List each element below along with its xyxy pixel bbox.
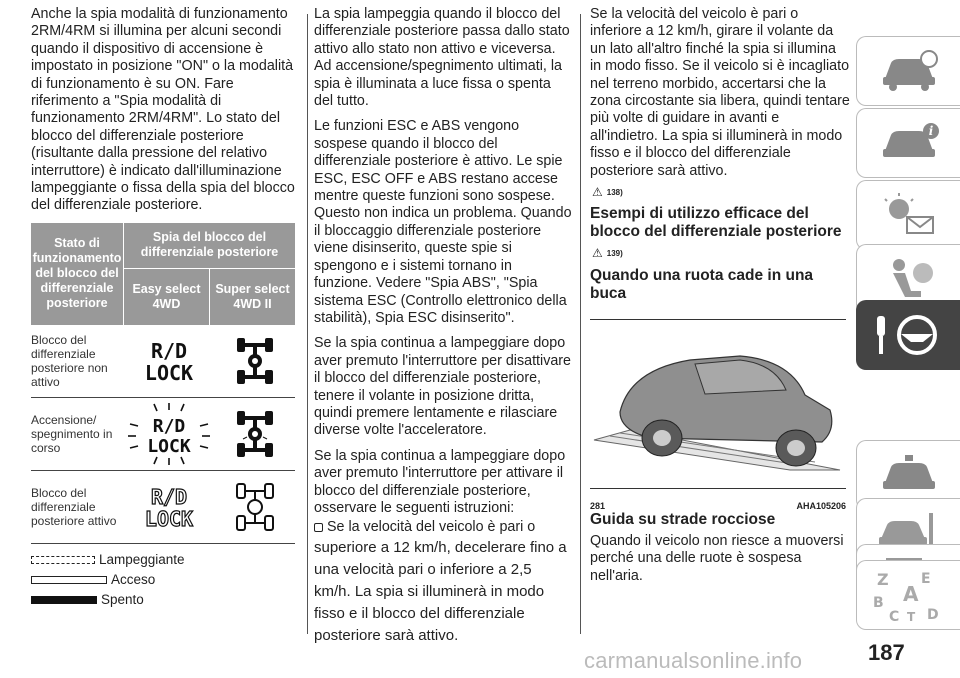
svg-text:E: E bbox=[920, 571, 931, 587]
key-steering-icon bbox=[867, 310, 951, 360]
seat-airbag-icon bbox=[877, 255, 941, 303]
row-label: Blocco del differenziale posteriore attivo bbox=[31, 485, 117, 528]
svg-text:LOCK: LOCK bbox=[147, 435, 191, 457]
subsection-heading: Quando una ruota cade in una buca bbox=[590, 266, 814, 302]
paragraph: Se la spia continua a lampeggiare dopo aver premuto l'interruttore per attivare il blocco del differenziale posteriore, osservare le seguenti istruzioni: bbox=[314, 447, 566, 516]
paragraph: Quando il veicolo non riesce a muoversi perché una delle ruote è sospesa nell'aria. bbox=[590, 532, 844, 584]
column-middle bbox=[314, 6, 572, 647]
blink-swatch bbox=[31, 556, 95, 564]
column-left bbox=[31, 6, 295, 610]
nav-tab-index[interactable] bbox=[856, 560, 960, 630]
figure bbox=[590, 319, 846, 512]
nav-tab-info[interactable] bbox=[856, 108, 960, 178]
legend bbox=[31, 550, 295, 610]
svg-text:A: A bbox=[902, 582, 918, 606]
figure-code: AHA105206 bbox=[796, 501, 846, 512]
section-heading: Esempi di utilizzo efficace del blocco del differenziale posteriore bbox=[590, 205, 842, 241]
header-easy-select: Easy select 4WD bbox=[124, 269, 210, 325]
legend-off-label: Spento bbox=[101, 591, 144, 607]
ref-number: 138) bbox=[606, 188, 623, 198]
table-row bbox=[31, 398, 295, 471]
svg-text:D: D bbox=[926, 607, 939, 623]
figure-caption bbox=[590, 495, 846, 515]
paragraph: Se la velocità del veicolo è pari o inferiore a 12 km/h, girare il volante da un lato all'altro finché la spia si illumina in modo fisso. Se il veicolo si è incagliato nel terreno morbido, accertarsi che la zona circostante sia libera, quindi tentare più volte di guidare in avanti e all'indietro. La spia si illuminerà in modo fisso e il blocco del differenziale posteriore sarà attivo. bbox=[590, 6, 850, 179]
figure-number: 281 bbox=[590, 501, 606, 512]
svg-text:T: T bbox=[906, 610, 915, 623]
rd-lock-blinking-icon bbox=[124, 402, 214, 466]
table-row bbox=[31, 471, 295, 544]
ref-note bbox=[592, 245, 850, 262]
nav-tab-dashboard[interactable] bbox=[856, 36, 960, 106]
page-number: 187 bbox=[868, 640, 905, 665]
warning-ref-icon: ⚠ bbox=[592, 246, 603, 261]
warning-ref-icon: ⚠ bbox=[592, 185, 603, 200]
subsection-heading: Guida su strade rocciose bbox=[590, 510, 776, 528]
svg-text:LOCK: LOCK bbox=[144, 506, 194, 531]
header-super-select: Super select 4WD II bbox=[215, 281, 290, 311]
paragraph: Se la spia continua a lampeggiare dopo aver premuto l'interruttore per disattivare il blocco del differenziale posteriore, tenere il volante in posizione dritta, quindi premere lentamente e rilasciare diverse volte l'acceleratore. bbox=[314, 335, 572, 439]
watermark: carmanualsonline.info bbox=[584, 648, 803, 673]
vehicle-wheel-in-hole-illustration bbox=[590, 320, 846, 490]
legend-on-label: Acceso bbox=[111, 571, 156, 587]
column-divider bbox=[580, 14, 581, 634]
svg-text:B: B bbox=[872, 595, 884, 611]
off-swatch bbox=[31, 596, 97, 604]
intro-paragraph: Anche la spia modalità di funzionamento 2RM/4RM si illumina per alcuni secondi quando il dispositivo di accensione è impostato in posizione "ON" o la modalità di funzionamento è su ON. Fare riferimento a "Spia modalità di funzionamento 2RM/4RM". Lo stato del blocco del differenziale posteriore (risultante dalla pressione del relativo interruttore) è indicato dall'illuminazione lampeggiante o fissa della spia del blocco del differenziale posteriore. bbox=[31, 6, 295, 214]
legend-blink bbox=[31, 550, 295, 570]
column-right bbox=[590, 6, 850, 593]
row-label: Blocco del differenziale posteriore non attivo bbox=[31, 332, 108, 389]
table-row bbox=[31, 325, 295, 398]
bullet-square-icon bbox=[314, 523, 323, 532]
svg-text:Z: Z bbox=[876, 570, 889, 589]
svg-text:R/D: R/D bbox=[150, 338, 188, 363]
bullet-continuation: superiore a 12 km/h, decelerare fino a una velocità pari o inferiore a 2,5 km/h. La spia si illuminerà in modo fisso e il blocco del differenziale posteriore sarà attivo. bbox=[314, 538, 567, 644]
table-header bbox=[31, 223, 295, 325]
rd-lock-outline-icon bbox=[124, 482, 214, 532]
differential-lock-blinking-icon bbox=[214, 407, 295, 461]
paragraph: Le funzioni ESC e ABS vengono sospese quando il blocco del differenziale posteriore è attivo. Le spie ESC, ESC OFF e ABS restano accese mentre queste funzioni sono sospese. Questo non indica un problema. Quando il bloccaggio differenziale posteriore viene disinserito, queste spie si spengono e i sistemi tornano in funzione. Vedere "Spia ABS", "Spia sistema ESC (Controllo elettronico della stabilità), Spia ESC disinserito". bbox=[314, 118, 572, 326]
differential-lock-lamp-icon bbox=[214, 334, 295, 388]
svg-text:R/D: R/D bbox=[150, 484, 188, 509]
warning-lights-icon bbox=[877, 191, 941, 239]
differential-lock-outline-icon bbox=[214, 480, 295, 534]
emergency-car-icon bbox=[877, 453, 941, 497]
legend-on bbox=[31, 570, 295, 590]
legend-off bbox=[31, 590, 295, 610]
index-letters-icon bbox=[869, 567, 949, 623]
svg-text:i: i bbox=[928, 124, 933, 138]
svg-text:C: C bbox=[888, 609, 899, 623]
nav-tab-warnings[interactable] bbox=[856, 180, 960, 250]
header-lamp: Spia del blocco del differenziale posteriore bbox=[124, 223, 295, 269]
on-swatch bbox=[31, 576, 107, 584]
svg-text:LOCK: LOCK bbox=[144, 360, 194, 385]
ref-note bbox=[592, 184, 850, 201]
svg-text:R/D: R/D bbox=[152, 415, 186, 437]
nav-tab-starting-driving[interactable] bbox=[856, 300, 960, 370]
ref-number: 139) bbox=[606, 249, 623, 259]
rd-lock-lamp-icon bbox=[124, 336, 214, 386]
car-info-badge-icon bbox=[877, 121, 941, 165]
paragraph: La spia lampeggia quando il blocco del differenziale posteriore passa dallo stato attivo allo stato non attivo e viceversa. Ad accensione/spegnimento ultimati, la spia è illuminata a luce fissa o spenta del tutto. bbox=[314, 6, 570, 110]
legend-blink-label: Lampeggiante bbox=[99, 551, 185, 567]
column-divider bbox=[307, 14, 308, 634]
bullet-text: Se la velocità del veicolo è pari o bbox=[327, 519, 536, 536]
bullet-item bbox=[314, 519, 572, 536]
header-state: Stato di funzionamento del blocco del differenziale posteriore bbox=[31, 223, 124, 325]
car-info-icon bbox=[877, 49, 941, 93]
row-label: Accensione/ spegnimento in corso bbox=[31, 412, 113, 455]
